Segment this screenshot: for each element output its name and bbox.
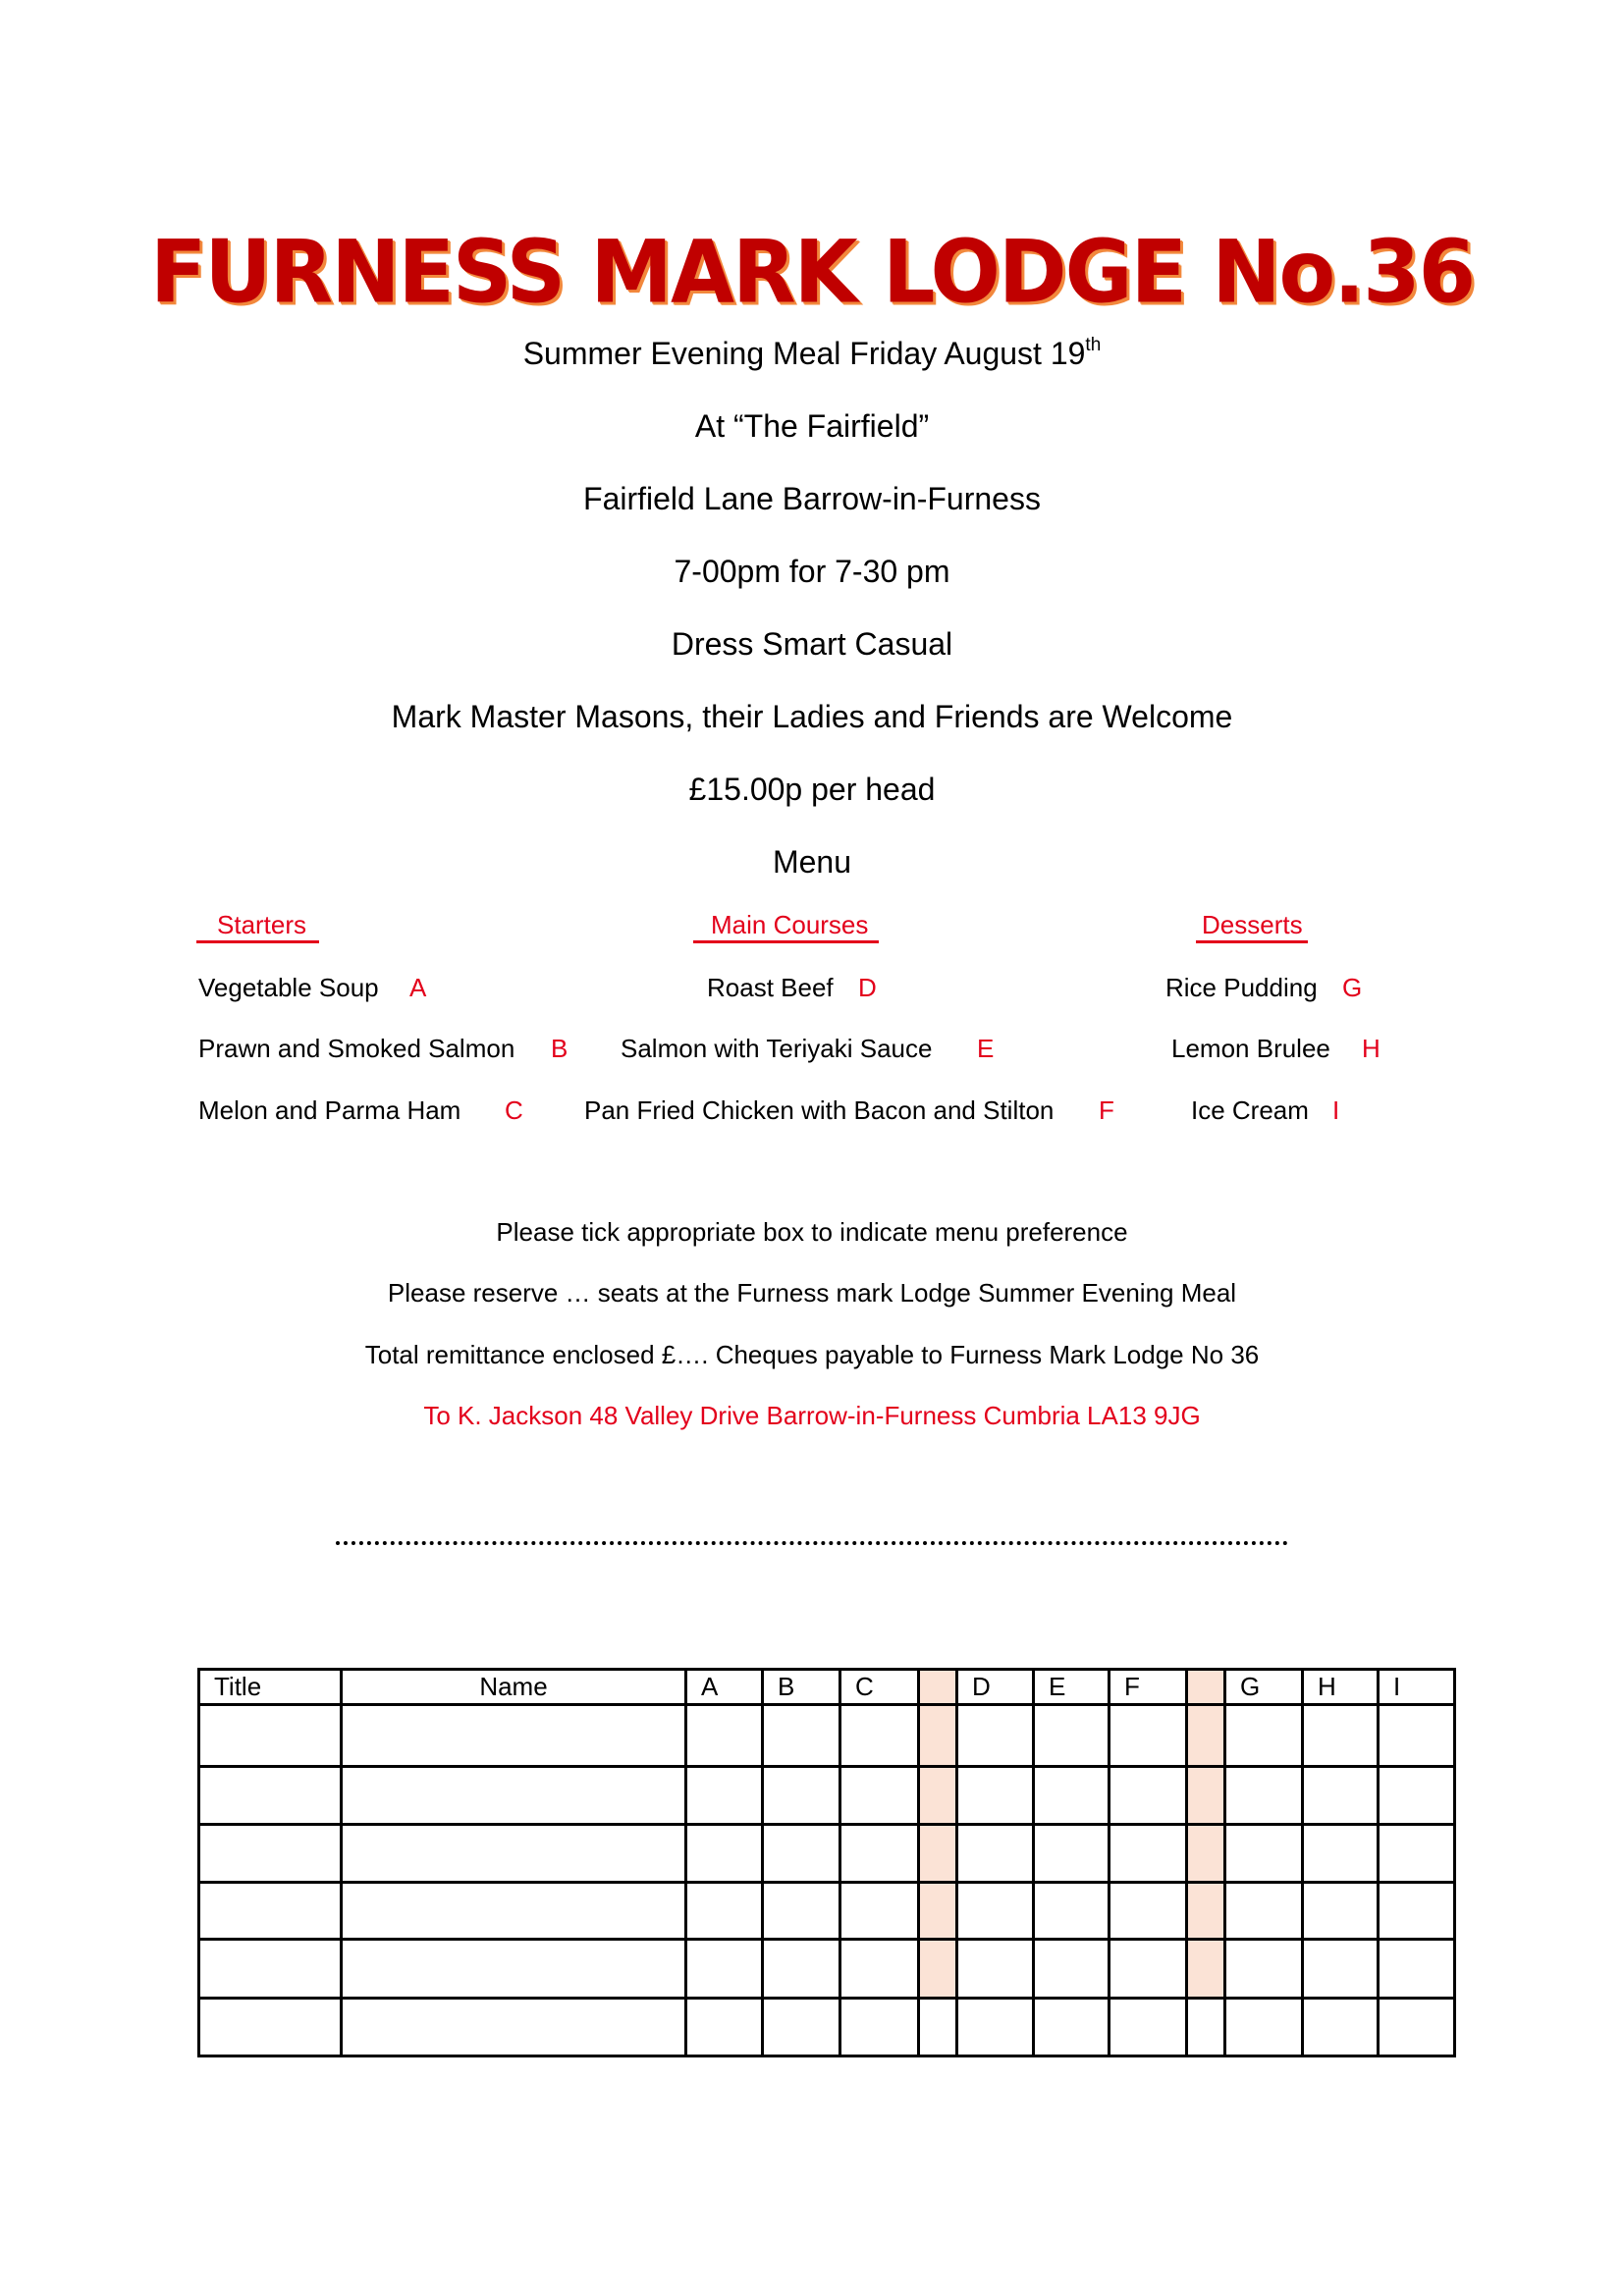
choice-a-cell[interactable] [686,1767,763,1825]
header-g: G [1225,1670,1303,1705]
name-cell[interactable] [342,1767,686,1825]
remittance-instruction: Total remittance enclosed £…. Cheques payable to Furness Mark Lodge No 36 [364,1340,1260,1369]
separator-column [1187,1670,1225,1705]
choice-h-cell[interactable] [1303,1940,1379,1999]
choice-b-cell[interactable] [763,1705,840,1767]
menu-item-main: Pan Fried Chicken with Bacon and Stilton [584,1095,1055,1125]
table-row [199,1767,1455,1825]
choice-e-cell[interactable] [1034,1940,1110,1999]
menu-item-starter: Melon and Parma Ham [198,1095,461,1125]
choice-b-cell[interactable] [763,1940,840,1999]
choice-d-cell[interactable] [957,1999,1034,2056]
choice-a-cell[interactable] [686,1705,763,1767]
header-name: Name [342,1670,686,1705]
choice-d-cell[interactable] [957,1705,1034,1767]
booking-form-table [197,1668,1456,2057]
choice-a-cell[interactable] [686,1940,763,1999]
header-f: F [1110,1670,1187,1705]
separator-column [919,1670,957,1705]
choice-e-cell[interactable] [1034,1705,1110,1767]
name-cell[interactable] [342,1999,686,2056]
choice-a-cell[interactable] [686,1825,763,1883]
choice-f-cell[interactable] [1110,1705,1187,1767]
choice-a-cell[interactable] [686,1999,763,2056]
choice-e-cell[interactable] [1034,1767,1110,1825]
menu-code-b: B [551,1034,568,1063]
choice-f-cell[interactable] [1110,1767,1187,1825]
choice-f-cell[interactable] [1110,1999,1187,2056]
separator-cell [919,1999,957,2056]
choice-g-cell[interactable] [1225,1940,1303,1999]
price-line: £15.00p per head [688,772,936,807]
menu-code-a: A [409,973,427,1002]
choice-h-cell[interactable] [1303,1825,1379,1883]
choice-e-cell[interactable] [1034,1883,1110,1940]
menu-item-starter: Vegetable Soup [198,973,379,1002]
header-d: D [957,1670,1034,1705]
separator-cell [1187,1825,1225,1883]
name-cell[interactable] [342,1883,686,1940]
choice-e-cell[interactable] [1034,1825,1110,1883]
title-cell[interactable] [199,1767,342,1825]
choice-h-cell[interactable] [1303,1999,1379,2056]
choice-b-cell[interactable] [763,1825,840,1883]
table-row [199,1940,1455,1999]
header-h: H [1303,1670,1379,1705]
choice-i-cell[interactable] [1379,1883,1455,1940]
name-cell[interactable] [342,1705,686,1767]
separator-cell [919,1825,957,1883]
menu-item-main: Roast Beef [707,973,834,1002]
title-cell[interactable] [199,1940,342,1999]
choice-i-cell[interactable] [1379,1767,1455,1825]
name-cell[interactable] [342,1940,686,1999]
dress-code-line: Dress Smart Casual [671,626,953,662]
event-line [0,334,1624,373]
choice-c-cell[interactable] [840,1767,919,1825]
menu-label: Menu [772,844,852,880]
choice-d-cell[interactable] [957,1767,1034,1825]
address-line: Fairfield Lane Barrow-in-Furness [583,481,1041,516]
choice-f-cell[interactable] [1110,1825,1187,1883]
table-header-row [199,1670,1455,1705]
separator-cell [1187,1705,1225,1767]
main-courses-heading: Main Courses [693,909,879,943]
choice-d-cell[interactable] [957,1940,1034,1999]
choice-i-cell[interactable] [1379,1940,1455,1999]
choice-h-cell[interactable] [1303,1767,1379,1825]
menu-code-i: I [1332,1095,1340,1125]
choice-d-cell[interactable] [957,1883,1034,1940]
separator-cell [1187,1883,1225,1940]
choice-c-cell[interactable] [840,1825,919,1883]
starters-heading: Starters [196,909,319,943]
menu-item-starter: Prawn and Smoked Salmon [198,1034,515,1063]
table-row [199,1705,1455,1767]
menu-code-c: C [505,1095,523,1125]
choice-c-cell[interactable] [840,1999,919,2056]
choice-e-cell[interactable] [1034,1999,1110,2056]
menu-item-dessert: Ice Cream [1191,1095,1309,1125]
choice-i-cell[interactable] [1379,1999,1455,2056]
time-line: 7-00pm for 7-30 pm [674,554,950,589]
choice-b-cell[interactable] [763,1767,840,1825]
desserts-heading: Desserts [1196,909,1308,943]
choice-g-cell[interactable] [1225,1705,1303,1767]
menu-item-main: Salmon with Teriyaki Sauce [621,1034,933,1063]
menu-item-dessert: Lemon Brulee [1171,1034,1330,1063]
venue-line: At “The Fairfield” [694,408,930,444]
separator-cell [919,1705,957,1767]
choice-g-cell[interactable] [1225,1767,1303,1825]
choice-h-cell[interactable] [1303,1883,1379,1940]
choice-f-cell[interactable] [1110,1940,1187,1999]
header-a: A [686,1670,763,1705]
table-row [199,1883,1455,1940]
tick-instruction: Please tick appropriate box to indicate menu preference [496,1217,1128,1247]
lodge-title: FURNESS MARK LODGE No.36 [149,221,1475,323]
header-b: B [763,1670,840,1705]
choice-b-cell[interactable] [763,1883,840,1940]
name-cell[interactable] [342,1825,686,1883]
table-row [199,1825,1455,1883]
header-i: I [1379,1670,1455,1705]
choice-b-cell[interactable] [763,1999,840,2056]
choice-c-cell[interactable] [840,1705,919,1767]
separator-cell [919,1883,957,1940]
send-to-address: To K. Jackson 48 Valley Drive Barrow-in-Furness Cumbria LA13 9JG [423,1401,1201,1430]
choice-f-cell[interactable] [1110,1883,1187,1940]
choice-g-cell[interactable] [1225,1883,1303,1940]
menu-code-g: G [1342,973,1363,1002]
choice-g-cell[interactable] [1225,1999,1303,2056]
choice-d-cell[interactable] [957,1825,1034,1883]
welcome-line: Mark Master Masons, their Ladies and Friends are Welcome [391,699,1233,734]
menu-code-f: F [1099,1095,1114,1125]
date-suffix: th [1085,335,1102,355]
header-c: C [840,1670,919,1705]
table-row [199,1999,1455,2056]
title-cell[interactable] [199,1999,342,2056]
choice-c-cell[interactable] [840,1940,919,1999]
header-e: E [1034,1670,1110,1705]
separator-cell [1187,1999,1225,2056]
choice-g-cell[interactable] [1225,1825,1303,1883]
choice-h-cell[interactable] [1303,1705,1379,1767]
reserve-instruction: Please reserve … seats at the Furness mark Lodge Summer Evening Meal [387,1278,1237,1308]
title-cell[interactable] [199,1705,342,1767]
choice-i-cell[interactable] [1379,1705,1455,1767]
menu-code-h: H [1362,1034,1380,1063]
signature-dotted-line[interactable] [336,1541,1288,1545]
header-title: Title [199,1670,342,1705]
menu-code-e: E [977,1034,995,1063]
title-cell[interactable] [199,1883,342,1940]
separator-cell [919,1767,957,1825]
choice-i-cell[interactable] [1379,1825,1455,1883]
separator-cell [1187,1940,1225,1999]
separator-cell [919,1940,957,1999]
menu-item-dessert: Rice Pudding [1165,973,1318,1002]
menu-code-d: D [858,973,877,1002]
choice-c-cell[interactable] [840,1883,919,1940]
choice-a-cell[interactable] [686,1883,763,1940]
separator-cell [1187,1767,1225,1825]
event-date: Summer Evening Meal Friday August 19 [522,336,1086,371]
title-cell[interactable] [199,1825,342,1883]
